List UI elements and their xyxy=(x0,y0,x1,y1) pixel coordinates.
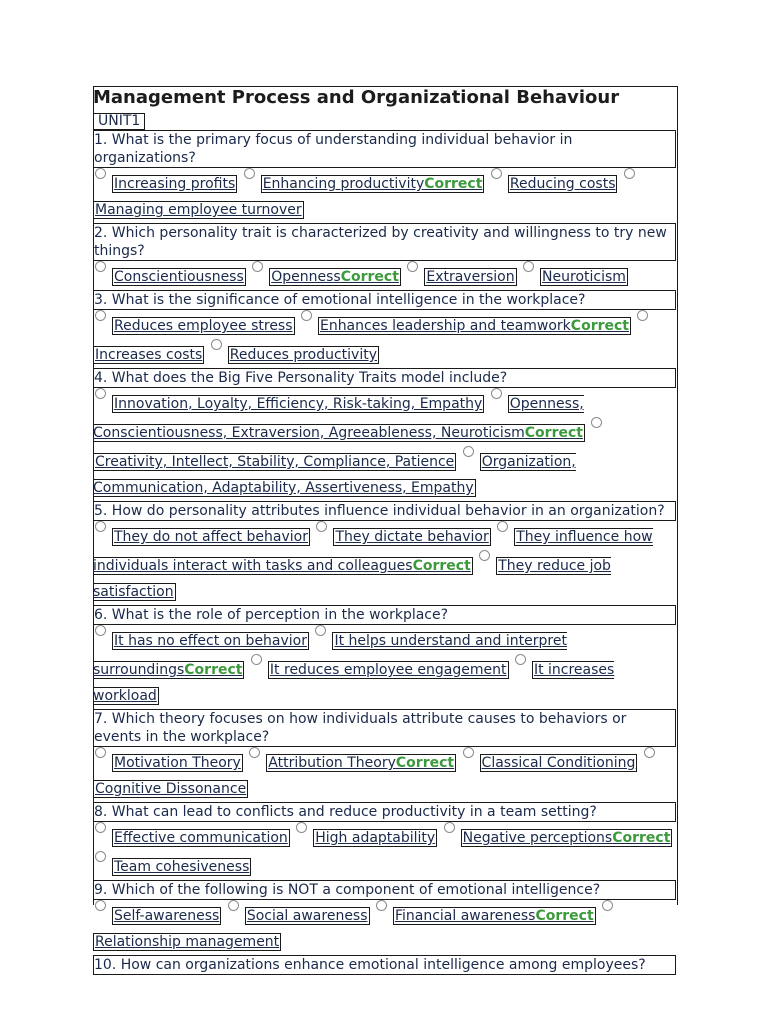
answer-option[interactable] xyxy=(93,908,221,924)
radio-button[interactable] xyxy=(211,339,222,350)
radio-button[interactable] xyxy=(463,446,474,457)
option-label[interactable]: Reducing costs xyxy=(509,176,616,192)
radio-button[interactable] xyxy=(228,900,239,911)
option-label[interactable]: Relationship management xyxy=(95,934,280,950)
option-group xyxy=(93,625,676,709)
answer-option[interactable] xyxy=(93,529,310,545)
answer-option[interactable] xyxy=(314,529,490,545)
answer-option[interactable] xyxy=(93,396,484,412)
option-label[interactable]: Increasing profits xyxy=(114,176,236,192)
option-group xyxy=(93,822,676,880)
option-label[interactable]: They influence how individuals interact with tasks and colleaguesCorrect xyxy=(93,529,653,574)
option-label[interactable]: Enhances leadership and teamworkCorrect xyxy=(319,318,629,334)
radio-button[interactable] xyxy=(407,261,418,272)
radio-button[interactable] xyxy=(602,900,613,911)
answer-option[interactable] xyxy=(209,347,379,363)
answer-option[interactable] xyxy=(93,755,243,771)
option-label[interactable]: Classical Conditioning xyxy=(481,755,636,771)
option-label[interactable]: Enhancing productivityCorrect xyxy=(262,176,483,192)
answer-option[interactable] xyxy=(93,269,246,285)
option-label[interactable]: Extraversion xyxy=(426,269,515,285)
answer-option[interactable] xyxy=(247,755,456,771)
radio-button[interactable] xyxy=(95,388,106,399)
answer-option[interactable] xyxy=(299,318,631,334)
option-label[interactable]: Attribution TheoryCorrect xyxy=(268,755,455,771)
radio-button[interactable] xyxy=(444,822,455,833)
option-label[interactable]: They reduce job satisfaction xyxy=(93,558,611,600)
option-group xyxy=(93,310,676,368)
radio-button[interactable] xyxy=(515,654,526,665)
option-label[interactable]: Effective communication xyxy=(114,830,288,846)
option-label[interactable]: It has no effect on behavior xyxy=(114,633,307,649)
correct-marker: Correct xyxy=(395,755,455,771)
radio-button[interactable] xyxy=(251,654,262,665)
option-label[interactable]: Self-awareness xyxy=(114,908,220,924)
option-label[interactable]: They do not affect behavior xyxy=(114,529,308,545)
option-group xyxy=(93,388,676,501)
radio-button[interactable] xyxy=(315,625,326,636)
answer-option[interactable] xyxy=(461,755,638,771)
option-group xyxy=(93,168,676,223)
question-text: 8. What can lead to conflicts and reduce productivity in a team setting? xyxy=(93,802,676,822)
option-label[interactable]: Neuroticism xyxy=(542,269,626,285)
option-label[interactable]: Reduces employee stress xyxy=(114,318,293,334)
correct-marker: Correct xyxy=(524,425,583,441)
radio-button[interactable] xyxy=(491,168,502,179)
option-label[interactable]: OpennessCorrect xyxy=(271,269,399,285)
question-text: 4. What does the Big Five Personality Traits model include? xyxy=(93,368,676,388)
radio-button[interactable] xyxy=(301,310,312,321)
option-label[interactable]: Managing employee turnover xyxy=(95,202,302,218)
radio-button[interactable] xyxy=(296,822,307,833)
answer-option[interactable] xyxy=(405,269,516,285)
question-text: 6. What is the role of perception in the workplace? xyxy=(93,605,676,625)
correct-marker: Correct xyxy=(535,908,594,924)
radio-button[interactable] xyxy=(316,521,327,532)
answer-option[interactable] xyxy=(226,908,370,924)
answer-option[interactable] xyxy=(521,269,628,285)
radio-button[interactable] xyxy=(95,900,106,911)
option-group xyxy=(93,261,676,290)
radio-button[interactable] xyxy=(95,625,106,636)
radio-button[interactable] xyxy=(244,168,255,179)
radio-button[interactable] xyxy=(252,261,263,272)
radio-button[interactable] xyxy=(637,310,648,321)
answer-option[interactable] xyxy=(93,633,309,649)
correct-marker: Correct xyxy=(412,558,471,574)
answer-option[interactable] xyxy=(242,176,485,192)
answer-option[interactable] xyxy=(489,176,618,192)
question-text: 3. What is the significance of emotional intelligence in the workplace? xyxy=(93,290,676,310)
correct-marker: Correct xyxy=(184,662,243,678)
option-label[interactable]: Social awareness xyxy=(246,908,368,924)
question-text: 10. How can organizations enhance emotional intelligence among employees? xyxy=(93,955,676,975)
radio-button[interactable] xyxy=(491,388,502,399)
option-label[interactable]: Conscientiousness xyxy=(114,269,244,285)
option-label[interactable]: Organization, Communication, Adaptability, Assertiveness, Empathy xyxy=(93,454,576,496)
option-label[interactable]: Motivation Theory xyxy=(114,755,241,771)
radio-button[interactable] xyxy=(95,822,106,833)
question-text: 9. Which of the following is NOT a component of emotional intelligence? xyxy=(93,880,676,900)
radio-button[interactable] xyxy=(376,900,387,911)
answer-option[interactable] xyxy=(250,269,401,285)
answer-option[interactable] xyxy=(249,662,509,678)
document-title: Management Process and Organizational Behaviour xyxy=(93,87,620,108)
option-label[interactable]: High adaptability xyxy=(315,830,436,846)
radio-button[interactable] xyxy=(249,747,260,758)
radio-button[interactable] xyxy=(644,747,655,758)
question-text: 1. What is the primary focus of understanding individual behavior in organizations? xyxy=(93,130,676,168)
correct-marker: Correct xyxy=(424,176,483,192)
option-label[interactable]: They dictate behavior xyxy=(335,529,489,545)
option-label[interactable]: It helps understand and interpret surroundingsCorrect xyxy=(93,633,567,678)
radio-button[interactable] xyxy=(624,168,635,179)
question-text: 2. Which personality trait is characterized by creativity and willingness to try new things? xyxy=(93,223,676,261)
radio-button[interactable] xyxy=(479,550,490,561)
option-label[interactable]: Cognitive Dissonance xyxy=(95,781,247,797)
radio-button[interactable] xyxy=(95,168,106,179)
radio-button[interactable] xyxy=(523,261,534,272)
radio-button[interactable] xyxy=(95,851,106,862)
option-label[interactable]: Creativity, Intellect, Stability, Compliance, Patience xyxy=(95,454,455,470)
option-label[interactable]: Innovation, Loyalty, Efficiency, Risk-taking, Empathy xyxy=(114,396,483,412)
answer-option[interactable] xyxy=(374,908,596,924)
answer-option[interactable] xyxy=(93,318,295,334)
option-label[interactable]: Reduces productivity xyxy=(229,347,378,363)
radio-button[interactable] xyxy=(463,747,474,758)
question-text: 7. Which theory focuses on how individuals attribute causes to behaviors or events in the workplace? xyxy=(93,709,676,747)
answer-option[interactable] xyxy=(294,830,437,846)
option-label[interactable]: Openness, Conscientiousness, Extraversion, Agreeableness, NeuroticismCorrect xyxy=(93,396,584,441)
radio-button[interactable] xyxy=(95,521,106,532)
radio-button[interactable] xyxy=(95,261,106,272)
option-group xyxy=(93,900,676,955)
option-label[interactable]: Financial awarenessCorrect xyxy=(394,908,594,924)
correct-marker: Correct xyxy=(570,318,629,334)
radio-button[interactable] xyxy=(591,417,602,428)
radio-button[interactable] xyxy=(95,310,106,321)
answer-option[interactable] xyxy=(442,830,673,846)
answer-option[interactable] xyxy=(93,830,290,846)
option-label[interactable]: Team cohesiveness xyxy=(114,859,250,875)
option-label[interactable]: Increases costs xyxy=(95,347,203,363)
question-list xyxy=(93,130,676,975)
radio-button[interactable] xyxy=(95,747,106,758)
option-label[interactable]: Negative perceptionsCorrect xyxy=(462,830,671,846)
option-group xyxy=(93,521,676,605)
correct-marker: Correct xyxy=(340,269,399,285)
answer-option[interactable] xyxy=(93,176,237,192)
option-label[interactable]: It reduces employee engagement xyxy=(269,662,507,678)
unit-label: UNIT1 xyxy=(93,113,145,130)
radio-button[interactable] xyxy=(497,521,508,532)
option-group xyxy=(93,747,676,802)
correct-marker: Correct xyxy=(612,830,671,846)
question-text: 5. How do personality attributes influence individual behavior in an organization? xyxy=(93,501,676,521)
quiz-page xyxy=(93,86,676,975)
answer-option[interactable] xyxy=(93,859,251,875)
option-label[interactable]: It increases workload xyxy=(93,662,615,704)
